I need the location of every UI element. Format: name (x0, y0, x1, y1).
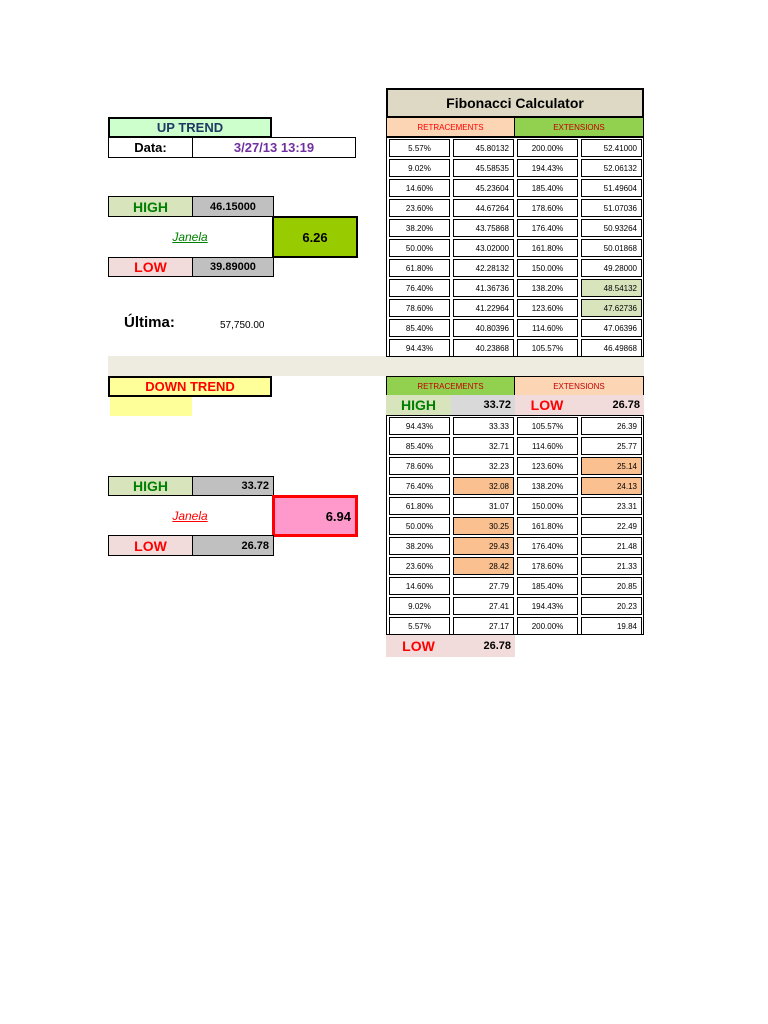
down-fib-cell-r0-c1[interactable]: 33.33 (453, 417, 514, 435)
down-fib-cell-r1-c0[interactable]: 85.40% (389, 437, 450, 455)
up-janela-label (108, 226, 272, 247)
up-fib-cell-r3-c0[interactable]: 23.60% (389, 199, 450, 217)
up-retracements-header-text: RETRACEMENTS (417, 122, 484, 132)
down-high-label (108, 476, 193, 496)
down-low-label-text: LOW (134, 537, 167, 554)
down-high-value: 33.72 (241, 480, 269, 492)
down-extensions-header (514, 376, 644, 396)
up-fib-cell-r6-c0[interactable]: 61.80% (389, 259, 450, 277)
up-low-value: 39.89000 (210, 261, 256, 273)
up-trend-title (108, 117, 272, 138)
up-fib-cell-r6-c2[interactable]: 150.00% (517, 259, 578, 277)
up-fib-cell-r0-c1[interactable]: 45.80132 (453, 139, 514, 157)
down-fib-cell-r4-c2[interactable]: 150.00% (517, 497, 578, 515)
down-fib-cell-r6-c0[interactable]: 38.20% (389, 537, 450, 555)
up-fib-cell-r2-c1[interactable]: 45.23604 (453, 179, 514, 197)
down-extensions-header-text: EXTENSIONS (553, 381, 605, 391)
down-fib-cell-r3-c2[interactable]: 138.20% (517, 477, 578, 495)
down-fib-cell-r2-c1[interactable]: 32.23 (453, 457, 514, 475)
up-high-value-cell[interactable] (192, 196, 274, 217)
up-janela-value-box (272, 216, 358, 258)
down-fib-cell-r8-c3[interactable]: 20.85 (581, 577, 642, 595)
bottom-low-value-cell[interactable] (451, 635, 515, 657)
up-fib-cell-r0-c3[interactable]: 52.41000 (581, 139, 642, 157)
down-fib-cell-r10-c3[interactable]: 19.84 (581, 617, 642, 635)
down-fib-cell-r2-c3[interactable]: 25.14 (581, 457, 642, 475)
up-fib-cell-r4-c1[interactable]: 43.75868 (453, 219, 514, 237)
up-low-label (108, 257, 193, 277)
down-fib-cell-r5-c2[interactable]: 161.80% (517, 517, 578, 535)
down-retracements-header (386, 376, 515, 396)
up-fib-cell-r8-c1[interactable]: 41.22964 (453, 299, 514, 317)
data-value-cell[interactable] (192, 137, 356, 158)
up-high-label (108, 196, 193, 217)
up-fib-cell-r8-c2[interactable]: 123.60% (517, 299, 578, 317)
up-fib-cell-r1-c2[interactable]: 194.43% (517, 159, 578, 177)
down-calc-high-label-text: HIGH (401, 397, 436, 413)
up-fib-cell-r7-c1[interactable]: 41.36736 (453, 279, 514, 297)
down-fib-cell-r7-c3[interactable]: 21.33 (581, 557, 642, 575)
up-fib-cell-r9-c1[interactable]: 40.80396 (453, 319, 514, 337)
up-fib-cell-r2-c3[interactable]: 51.49604 (581, 179, 642, 197)
calculator-title-text: Fibonacci Calculator (446, 95, 584, 111)
up-fib-cell-r8-c0[interactable]: 78.60% (389, 299, 450, 317)
down-janela-value-box (272, 495, 358, 537)
down-janela-value: 6.94 (325, 508, 351, 524)
down-fib-cell-r1-c1[interactable]: 32.71 (453, 437, 514, 455)
bottom-low-label-text: LOW (402, 638, 435, 654)
up-fib-cell-r5-c0[interactable]: 50.00% (389, 239, 450, 257)
up-high-value: 46.15000 (210, 200, 256, 213)
down-trend-empty-cell[interactable] (110, 397, 192, 416)
up-retracements-header (386, 117, 515, 137)
up-trend-title-text: UP TREND (156, 120, 224, 135)
down-fib-cell-r2-c2[interactable]: 123.60% (517, 457, 578, 475)
up-fib-cell-r7-c2[interactable]: 138.20% (517, 279, 578, 297)
down-fib-cell-r8-c1[interactable]: 27.79 (453, 577, 514, 595)
up-fib-cell-r9-c2[interactable]: 114.60% (517, 319, 578, 337)
down-fib-cell-r4-c3[interactable]: 23.31 (581, 497, 642, 515)
up-fib-cell-r1-c0[interactable]: 9.02% (389, 159, 450, 177)
down-high-value-cell[interactable] (192, 476, 274, 496)
up-fib-cell-r4-c0[interactable]: 38.20% (389, 219, 450, 237)
up-fib-cell-r7-c3[interactable]: 48.54132 (581, 279, 642, 297)
down-fib-cell-r10-c1[interactable]: 27.17 (453, 617, 514, 635)
up-fib-cell-r2-c0[interactable]: 14.60% (389, 179, 450, 197)
down-fib-cell-r0-c2[interactable]: 105.57% (517, 417, 578, 435)
up-janela-label-text: Janela (172, 229, 208, 244)
up-fib-cell-r5-c1[interactable]: 43.02000 (453, 239, 514, 257)
data-value: 3/27/13 13:19 (233, 140, 315, 155)
ultima-value: 57,750.00 (220, 320, 265, 331)
up-janela-value: 6.26 (302, 229, 328, 245)
up-fib-cell-r9-c3[interactable]: 47.06396 (581, 319, 642, 337)
down-fib-cell-r7-c0[interactable]: 23.60% (389, 557, 450, 575)
down-fib-cell-r4-c1[interactable]: 31.07 (453, 497, 514, 515)
up-fib-cell-r6-c3[interactable]: 49.28000 (581, 259, 642, 277)
ultima-label: Última: (124, 314, 175, 331)
down-fib-cell-r3-c3[interactable]: 24.13 (581, 477, 642, 495)
down-fib-cell-r7-c1[interactable]: 28.42 (453, 557, 514, 575)
up-fib-cell-r1-c1[interactable]: 45.58535 (453, 159, 514, 177)
down-calc-low-value: 26.78 (612, 399, 640, 411)
up-extensions-header-text: EXTENSIONS (553, 122, 605, 132)
up-high-label-text: HIGH (133, 198, 168, 215)
up-fib-cell-r0-c0[interactable]: 5.57% (389, 139, 450, 157)
down-fib-cell-r9-c3[interactable]: 20.23 (581, 597, 642, 615)
up-fib-cell-r4-c2[interactable]: 176.40% (517, 219, 578, 237)
up-low-value-cell[interactable] (192, 257, 274, 277)
up-fib-cell-r3-c3[interactable]: 51.07036 (581, 199, 642, 217)
down-fib-cell-r3-c1[interactable]: 32.08 (453, 477, 514, 495)
down-fib-cell-r3-c0[interactable]: 76.40% (389, 477, 450, 495)
down-janela-label (108, 506, 272, 526)
up-fib-cell-r10-c0[interactable]: 94.43% (389, 339, 450, 357)
down-fib-cell-r0-c3[interactable]: 26.39 (581, 417, 642, 435)
calculator-title (386, 88, 644, 118)
down-calc-high-value-cell[interactable] (451, 395, 515, 415)
down-fib-cell-r0-c0[interactable]: 94.43% (389, 417, 450, 435)
down-fib-cell-r1-c3[interactable]: 25.77 (581, 437, 642, 455)
down-fib-cell-r8-c2[interactable]: 185.40% (517, 577, 578, 595)
down-calc-low-value-cell[interactable] (579, 395, 644, 415)
down-fib-cell-r5-c0[interactable]: 50.00% (389, 517, 450, 535)
down-low-value-cell[interactable] (192, 535, 274, 556)
down-fib-cell-r7-c2[interactable]: 178.60% (517, 557, 578, 575)
section-divider (108, 356, 644, 376)
down-calc-high-label (386, 395, 451, 415)
down-calc-low-label-text: LOW (530, 397, 564, 413)
up-fib-cell-r10-c2[interactable]: 105.57% (517, 339, 578, 357)
down-fib-cell-r5-c1[interactable]: 30.25 (453, 517, 514, 535)
down-fib-cell-r2-c0[interactable]: 78.60% (389, 457, 450, 475)
down-retracements-header-text: RETRACEMENTS (417, 381, 484, 391)
up-fib-cell-r8-c3[interactable]: 47.62736 (581, 299, 642, 317)
up-fib-cell-r5-c3[interactable]: 50.01868 (581, 239, 642, 257)
bottom-low-label (386, 635, 451, 657)
down-fib-cell-r5-c3[interactable]: 22.49 (581, 517, 642, 535)
down-janela-label-text: Janela (172, 509, 208, 523)
down-calc-low-label (515, 395, 579, 415)
up-fib-cell-r4-c3[interactable]: 50.93264 (581, 219, 642, 237)
data-label (108, 137, 193, 158)
down-fib-cell-r8-c0[interactable]: 14.60% (389, 577, 450, 595)
down-fib-cell-r1-c2[interactable]: 114.60% (517, 437, 578, 455)
down-fib-cell-r6-c3[interactable]: 21.48 (581, 537, 642, 555)
down-fib-cell-r6-c2[interactable]: 176.40% (517, 537, 578, 555)
up-extensions-header (514, 117, 644, 137)
down-trend-title (108, 376, 272, 397)
bottom-low-value: 26.78 (483, 640, 511, 652)
up-fib-cell-r10-c3[interactable]: 46.49868 (581, 339, 642, 357)
up-fib-cell-r5-c2[interactable]: 161.80% (517, 239, 578, 257)
up-fib-cell-r1-c3[interactable]: 52.06132 (581, 159, 642, 177)
down-fib-table (386, 415, 644, 635)
up-fib-cell-r6-c1[interactable]: 42.28132 (453, 259, 514, 277)
down-fib-cell-r10-c2[interactable]: 200.00% (517, 617, 578, 635)
up-fib-cell-r7-c0[interactable]: 76.40% (389, 279, 450, 297)
up-fib-table (386, 137, 644, 357)
up-fib-cell-r10-c1[interactable]: 40.23868 (453, 339, 514, 357)
down-fib-cell-r9-c0[interactable]: 9.02% (389, 597, 450, 615)
down-calc-high-value: 33.72 (483, 399, 511, 411)
down-fib-cell-r10-c0[interactable]: 5.57% (389, 617, 450, 635)
down-low-value: 26.78 (241, 539, 269, 552)
up-fib-cell-r3-c2[interactable]: 178.60% (517, 199, 578, 217)
up-fib-cell-r3-c1[interactable]: 44.67264 (453, 199, 514, 217)
up-fib-cell-r2-c2[interactable]: 185.40% (517, 179, 578, 197)
down-fib-cell-r6-c1[interactable]: 29.43 (453, 537, 514, 555)
down-low-label (108, 535, 193, 556)
down-trend-title-text: DOWN TREND (145, 379, 235, 394)
up-fib-cell-r0-c2[interactable]: 200.00% (517, 139, 578, 157)
down-fib-cell-r9-c1[interactable]: 27.41 (453, 597, 514, 615)
down-high-label-text: HIGH (133, 478, 168, 494)
data-label-text: Data: (134, 140, 167, 155)
up-low-label-text: LOW (134, 259, 167, 275)
down-fib-cell-r9-c2[interactable]: 194.43% (517, 597, 578, 615)
down-fib-cell-r4-c0[interactable]: 61.80% (389, 497, 450, 515)
up-fib-cell-r9-c0[interactable]: 85.40% (389, 319, 450, 337)
